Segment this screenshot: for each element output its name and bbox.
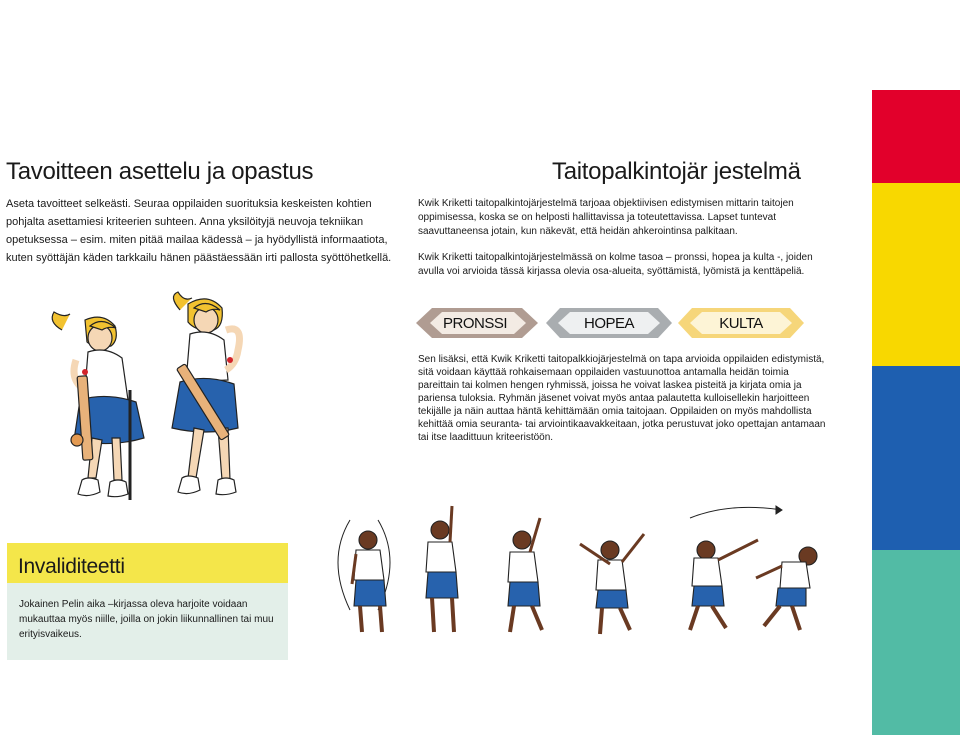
bowler-figure-4 [580,534,644,634]
bowler-figures [352,506,817,634]
badge-bronze [412,308,538,338]
left-paragraph: Aseta tavoitteet selkeästi. Seuraa oppilaiden suorituksia keskeisten kohtien pohjalta asettamiesi kriteerien suhteen. Anna yksilöityjä neuvoja tekniikan opetuksessa – esim. miten pitää mailaa kädessä – ja hyödyllistä informaatiota, kuten syöttäjän käden tarkkailu hänen päästäessään irti pallosta syöttöhetkellä. [6,198,392,264]
badge-bronze-label: PRONSSI [442,314,507,332]
arc-1 [338,520,350,610]
badge-silver-label: HOPEA [583,314,634,332]
bowler-figure-1 [352,531,386,632]
disability-box-title: Invaliditeetti [18,555,125,578]
right-paragraph-1: Kwik Kriketti taitopalkintojärjestelmä tarjoaa objektiivisen edistymisen mittarin taitojen oppimisessa, koska se on helposti hallittavissa ja toteutettavissa. Lapset tuntevat saavuttaneensa jotain, kun näkevät, että heidän ahkerointinsa palkitaan. [418,198,794,237]
bowler-figure-5 [690,540,758,630]
badge-gold-label: KULTA [719,314,763,332]
batting-girls-illustration [40,290,300,530]
disability-box-text: Jokainen Pelin aika –kirjassa oleva harjoite voidaan mukauttaa myös niille, joilla on jokin liikunnallinen tai muu erityisvaikeus. [19,599,274,640]
girl-batter-2 [172,292,240,495]
right-paragraph-3: Sen lisäksi, että Kwik Kriketti taitopalkkiojärjestelmä on tapa arvioida oppilaiden edistymistä, sitä voidaan käyttää rohkaisemaan oppilaiden vastuunottoa antamalla heidän toimia pareittain tai kolmen hengen ryhmissä, joissa he voivat laskea pisteitä ja kirjata omia ja pariensa tuloksia. Ryhmän jäsenet voivat myös antaa palautetta kulloisellekin harjoitteen tekijälle ja näin auttaa häntä kehittämään omia taitojaan. Oppilaiden on myös mahdollista kehittää omia seuranta- tai arviointikaavakkeitaan, jotka perustuvat joko opettajan antamaan tai itse laadittuun kriteeristöön. [418,354,826,443]
girl-batter-1 [52,312,144,500]
strip-red [872,90,960,183]
badge-silver [546,308,672,338]
strip-yellow [872,183,960,366]
bowler-figure-3 [508,518,542,632]
color-strip [872,0,960,735]
strip-teal [872,550,960,735]
bowler-figure-6 [756,547,817,630]
strip-white [872,0,960,90]
bowling-sequence-illustration [310,500,840,645]
right-heading: Taitopalkintojär jestelmä [552,158,801,185]
bowler-figure-2 [426,506,458,632]
strip-blue [872,366,960,550]
left-heading: Tavoitteen asettelu ja opastus [6,158,314,185]
right-paragraph-2: Kwik Kriketti taitopalkintojärjestelmässä on kolme tasoa – pronssi, hopea ja kulta -, joiden avulla voi arvioida tässä kirjassa olevia osa-alueita, syöttämistä, lyömistä ja kenttäpeliä. [418,252,813,277]
badge-gold [678,308,804,338]
